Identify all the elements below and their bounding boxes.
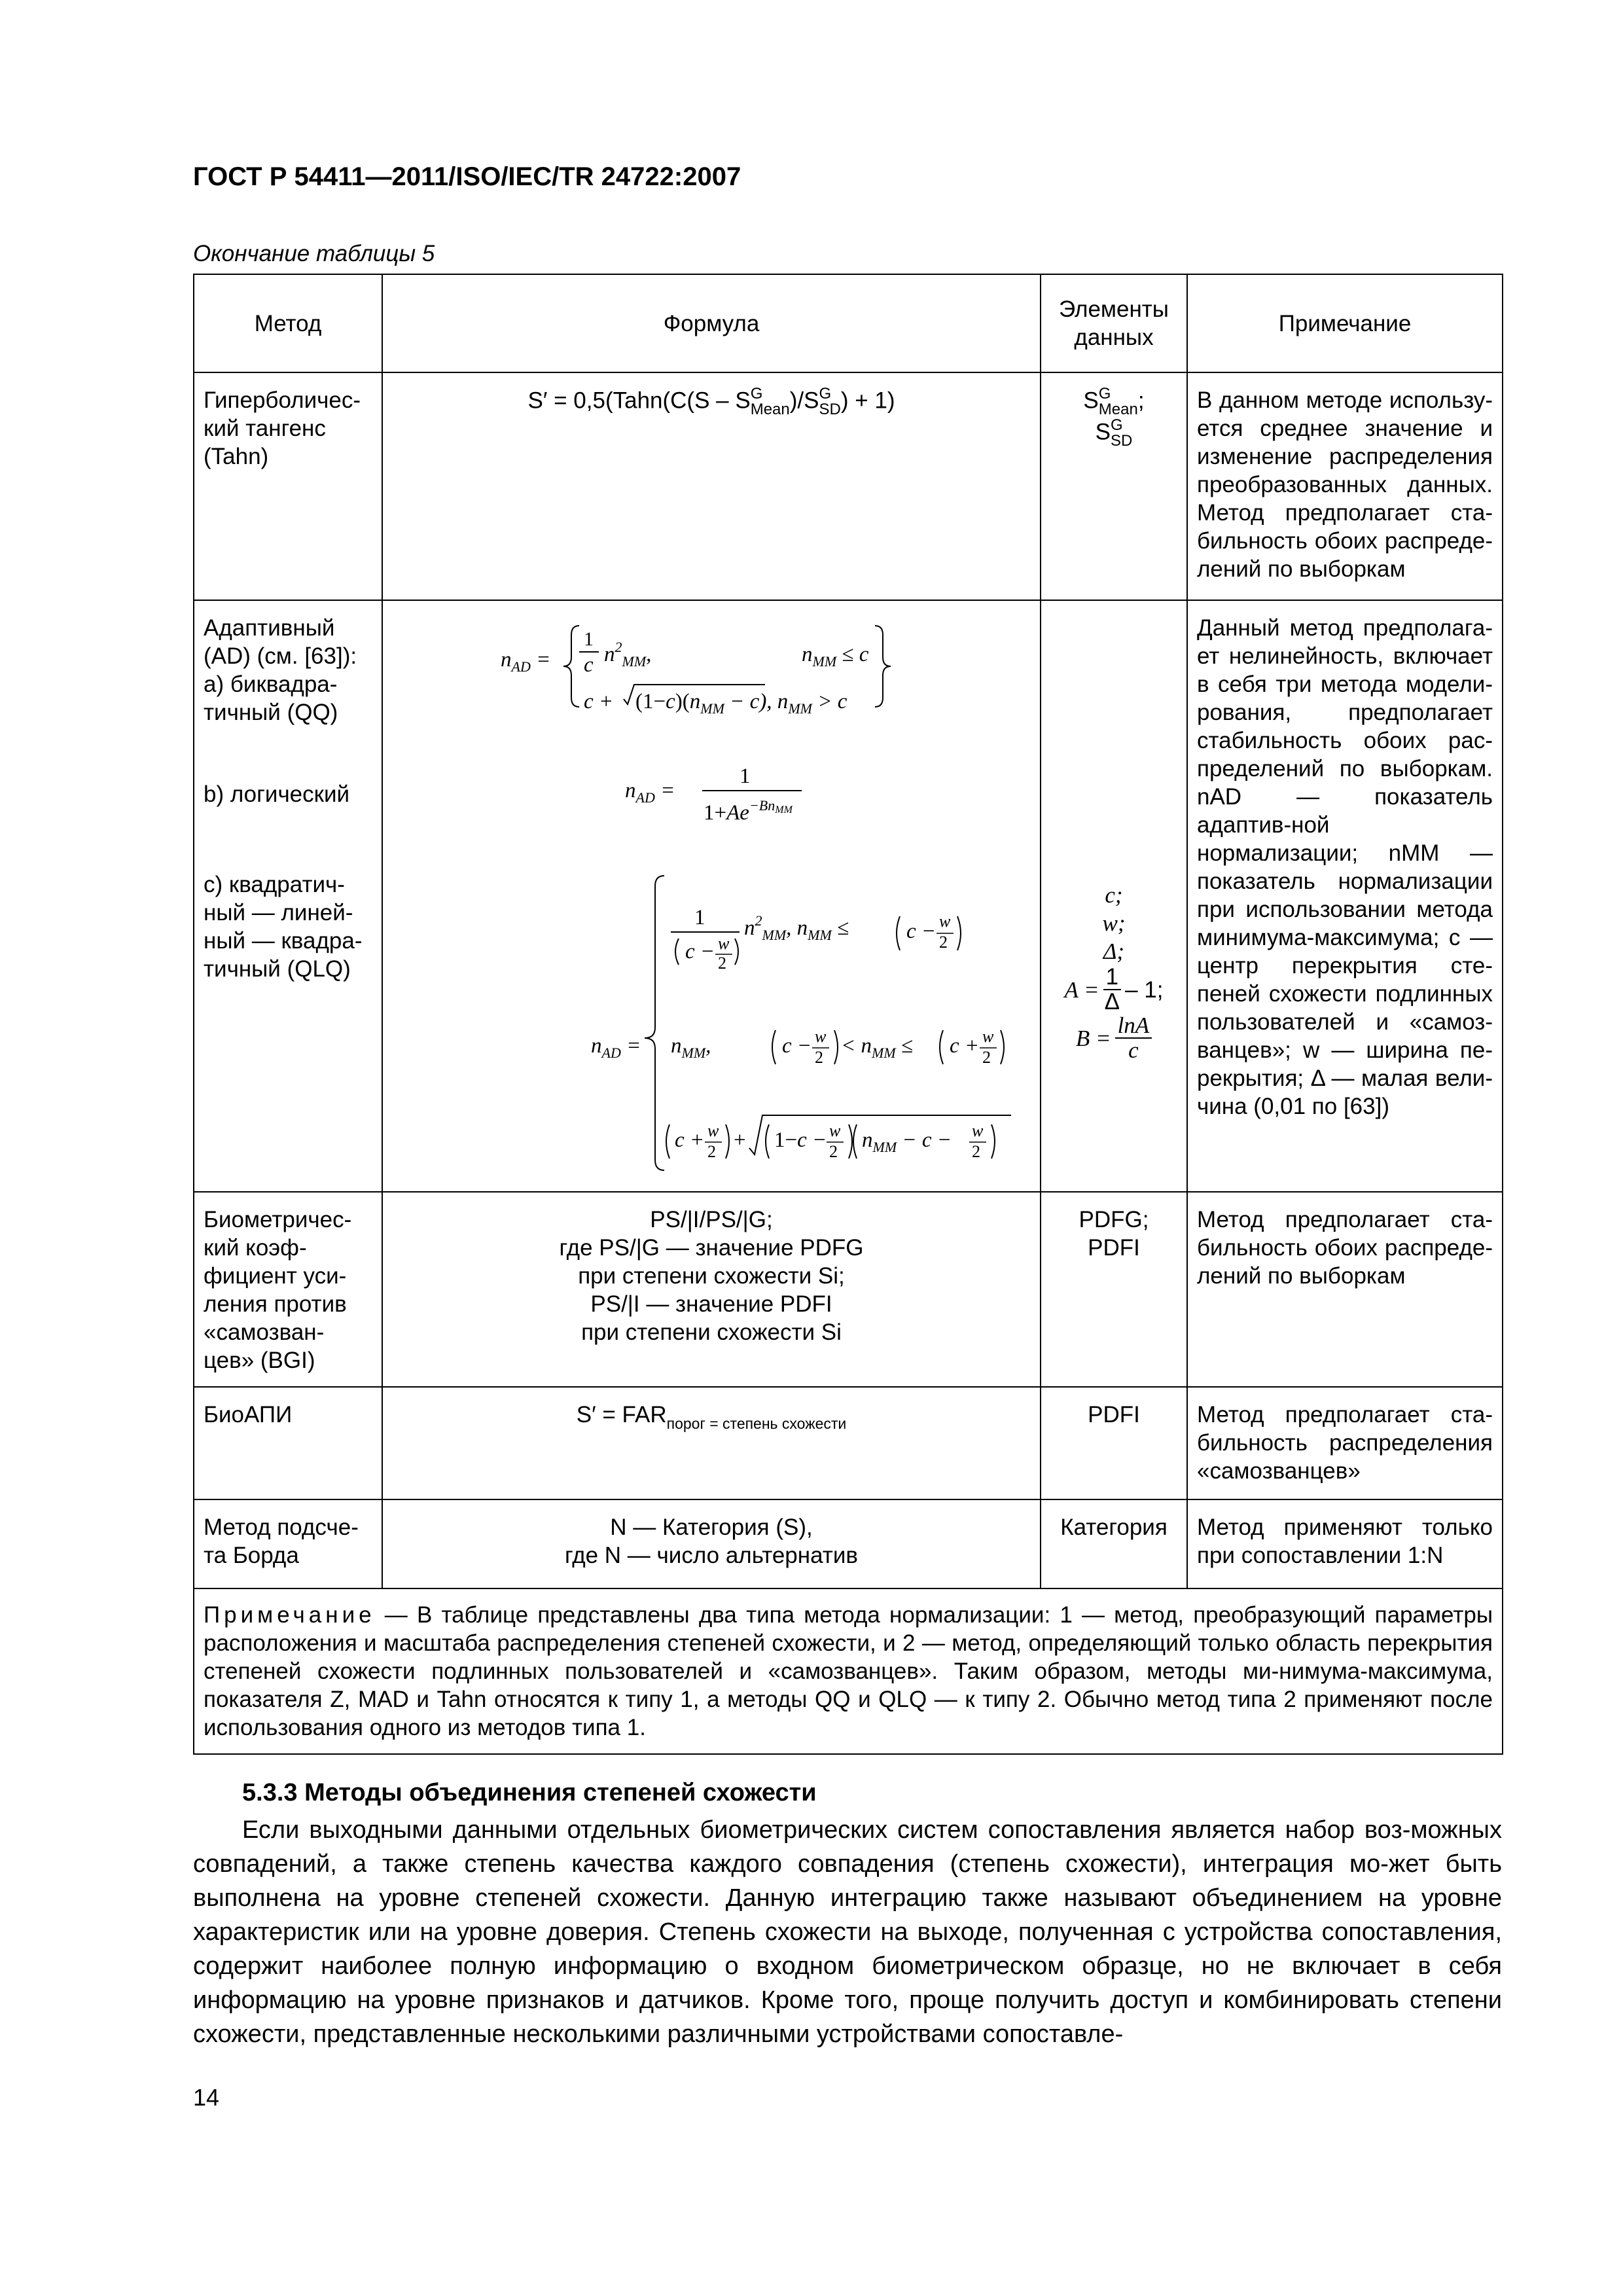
svg-text:2: 2	[829, 1142, 838, 1161]
svg-text:w: w	[815, 1027, 827, 1046]
table-row	[194, 372, 1503, 600]
svg-text:2: 2	[939, 933, 948, 952]
method-cell: Биометричес-кий коэф-фициент уси-ления против «самозван-цев» (BGI)	[194, 1192, 382, 1387]
svg-text:2: 2	[718, 954, 726, 973]
elements-cell: Категория	[1041, 1499, 1187, 1588]
svg-text:2: 2	[972, 1142, 980, 1161]
svg-text:+: +	[734, 1128, 746, 1152]
svg-text:c +: c +	[584, 690, 614, 713]
svg-text:c −: c −	[782, 1034, 812, 1058]
svg-text:< nMM ≤: < $n_{MM}$ ≤	[841, 1034, 914, 1061]
document-header: ГОСТ Р 54411—2011/ISO/IEC/TR 24722:2007	[193, 162, 741, 191]
svg-text:nMM ≤ c: $n_{MM} \le c$	[802, 643, 869, 670]
table-row	[194, 1387, 1503, 1499]
method-cell	[194, 600, 382, 1192]
svg-text:w: w	[718, 934, 730, 953]
svg-text:1: 1	[694, 906, 705, 929]
qq-lhs: $n_{AD}$ =	[501, 648, 551, 675]
svg-text:nAD =: $n_{AD}$ =	[591, 1034, 641, 1061]
svg-text:n2MM,: $n^2_{MM}$,	[604, 639, 652, 670]
method-cell: Метод подсче-та Борда	[194, 1499, 382, 1588]
section-title: 5.3.3 Методы объединения степеней схожести	[242, 1779, 817, 1806]
col-header-method: Метод	[194, 274, 382, 372]
method-cell: БиоАПИ	[194, 1387, 382, 1499]
svg-text:c −: c −	[906, 920, 936, 943]
svg-text:w: w	[972, 1121, 984, 1140]
svg-text:w: w	[939, 912, 951, 931]
col-header-elements: Элементы данных	[1041, 274, 1187, 372]
col-header-formula: Формула	[382, 274, 1041, 372]
col-header-note: Примечание	[1187, 274, 1503, 372]
formula-cell: PS/|I/PS/|G; где PS/|G — значение PDFG при степени схожести Si; PS/|I — значение PDFI при степени схожести Si	[382, 1192, 1041, 1387]
table-row	[194, 1499, 1503, 1588]
svg-text:1+Ae−BnMM: $1+Ae^{-Bn}MM$	[704, 797, 793, 825]
table-header-row	[194, 274, 1503, 372]
adaptive-formulas	[383, 601, 1041, 1185]
table-row	[194, 1192, 1503, 1387]
elements-cell: PDFG; PDFI	[1041, 1192, 1187, 1387]
svg-text:nAD =: $n_{AD}$ =	[625, 779, 675, 806]
section-paragraph: Если выходными данными отдельных биометрических систем сопоставления является набор воз-можных совпадений, а также степень качества каждого совпадения (степень схожести), интеграция мо-жет быть выполнена на уровне степеней схожести. Данную интеграцию также называют объединением на уровне характеристик или на уровне доверия. Степень схожести на выходе, полученная с устройства сопоставления, содержит наиболее полную информацию о входном биометрическом образце, но не включает в себя информацию на уровне признаков и датчиков. Кроме того, проще получить доступ и комбинировать степени схожести, представленные несколькими различными устройствами сопоставле-	[193, 1816, 1502, 2048]
elem-A-formula: A = $\frac{1}{\Delta}$ – 1;	[1064, 964, 1164, 1014]
note-cell: Метод применяют только при сопоставлении 1:N	[1187, 1499, 1503, 1588]
method-cell: Гиперболичес-кий тангенс (Tahn)	[194, 372, 382, 600]
svg-text:w: w	[982, 1027, 994, 1046]
svg-text:(1−c)(nMM − c), nMM > c: $(1-c)(n_{MM} - c)$, $n_{MM} > c$	[635, 690, 847, 717]
note-cell: Данный метод предполага-ет нелинейность, включает в себя три метода модели-рования, предполагает стабильность обоих рас-пределений по выборкам. nAD — показатель адаптив-ной нормализации; nMM — показатель нормализации при использовании метода минимума-максимума; c — центр перекрытия сте-пеней схожести подлинных пользователей и «самоз-ванцев»; w — ширина пе-рекрытия; Δ — малая вели-чина (0,01 по [63])	[1187, 600, 1503, 1192]
svg-text:1: 1	[740, 764, 751, 788]
svg-text:nMM,: $n_{MM}$,	[671, 1034, 711, 1061]
elements-cell: PDFI	[1041, 1387, 1187, 1499]
elements-cell: S G Mean ; S G SD	[1041, 372, 1187, 600]
svg-text:1−c −: 1−c −	[774, 1128, 827, 1152]
formula-cell: $S' = FAR_{порог = степень схожести}$	[382, 1387, 1041, 1499]
svg-text:2: 2	[707, 1142, 716, 1161]
normalization-table	[193, 274, 1503, 1755]
table-footnote-row	[194, 1588, 1503, 1754]
page-number: 14	[193, 2084, 220, 2111]
svg-text:c +: c +	[675, 1128, 705, 1152]
table-caption: Окончание таблицы 5	[193, 241, 435, 266]
svg-text:nMM − c −: $n_{MM} - c$ −	[862, 1128, 952, 1155]
elem-B-formula: B = $\frac{\ln A}{c}$	[1050, 1014, 1177, 1062]
svg-text:c: c	[584, 653, 594, 677]
note-cell: Метод предполагает ста-бильность обоих распреде-лений по выборкам	[1187, 1192, 1503, 1387]
method-ad-qq: Адаптивный (AD) (см. [63]): a) биквадра-тичный (QQ)	[204, 615, 357, 725]
svg-text:2: 2	[815, 1048, 823, 1067]
svg-text:w: w	[829, 1121, 841, 1140]
note-cell: В данном методе использу-ется среднее значение и изменение распределения преобразованных данных. Метод предполагает ста-бильность обоих распреде-лений по выборкам	[1187, 372, 1503, 600]
table-footnote: Примечание — В таблице представлены два типа метода нормализации: 1 — метод, преобразующий параметры расположения и масштаба распределения степеней схожести, и 2 — метод, определяющий только область перекрытия степеней схожести подлинных пользователей и «самозванцев». Таким образом, методы ми-нимума-максимума, показателя Z, MAD и Tahn относятся к типу 1, а методы QQ и QLQ — к типу 2. Обычно метод типа 2 применяют после использования одного из методов типа 1.	[194, 1588, 1503, 1754]
svg-text:c −: c −	[685, 940, 715, 963]
formula-cell	[382, 600, 1041, 1192]
formula-cell: N — Категория (S), где N — число альтернатив	[382, 1499, 1041, 1588]
svg-text:2: 2	[982, 1048, 991, 1067]
formula-cell: S′ = 0,5(Tahn(C(S – S G Mean )/S G SD ) + 1)	[382, 372, 1041, 600]
method-ad-logic: b) логический	[204, 781, 350, 807]
note-cell: Метод предполагает ста-бильность распределения «самозванцев»	[1187, 1387, 1503, 1499]
svg-text:c +: c +	[950, 1034, 980, 1058]
svg-text:w: w	[707, 1121, 719, 1140]
method-ad-qlq: c) квадратич-ный — линей-ный — квадра-тичный (QLQ)	[204, 872, 363, 982]
table-row	[194, 600, 1503, 1192]
svg-text:1: 1	[584, 628, 594, 650]
elements-cell: c; w; Δ; A = $\frac{1}{\Delta}$ – 1; B = $\frac{\ln A}{c}$	[1041, 600, 1187, 1192]
svg-text:n2MM, nMM ≤: $n^2_{MM}$, $n_{MM}$ ≤	[744, 912, 849, 943]
